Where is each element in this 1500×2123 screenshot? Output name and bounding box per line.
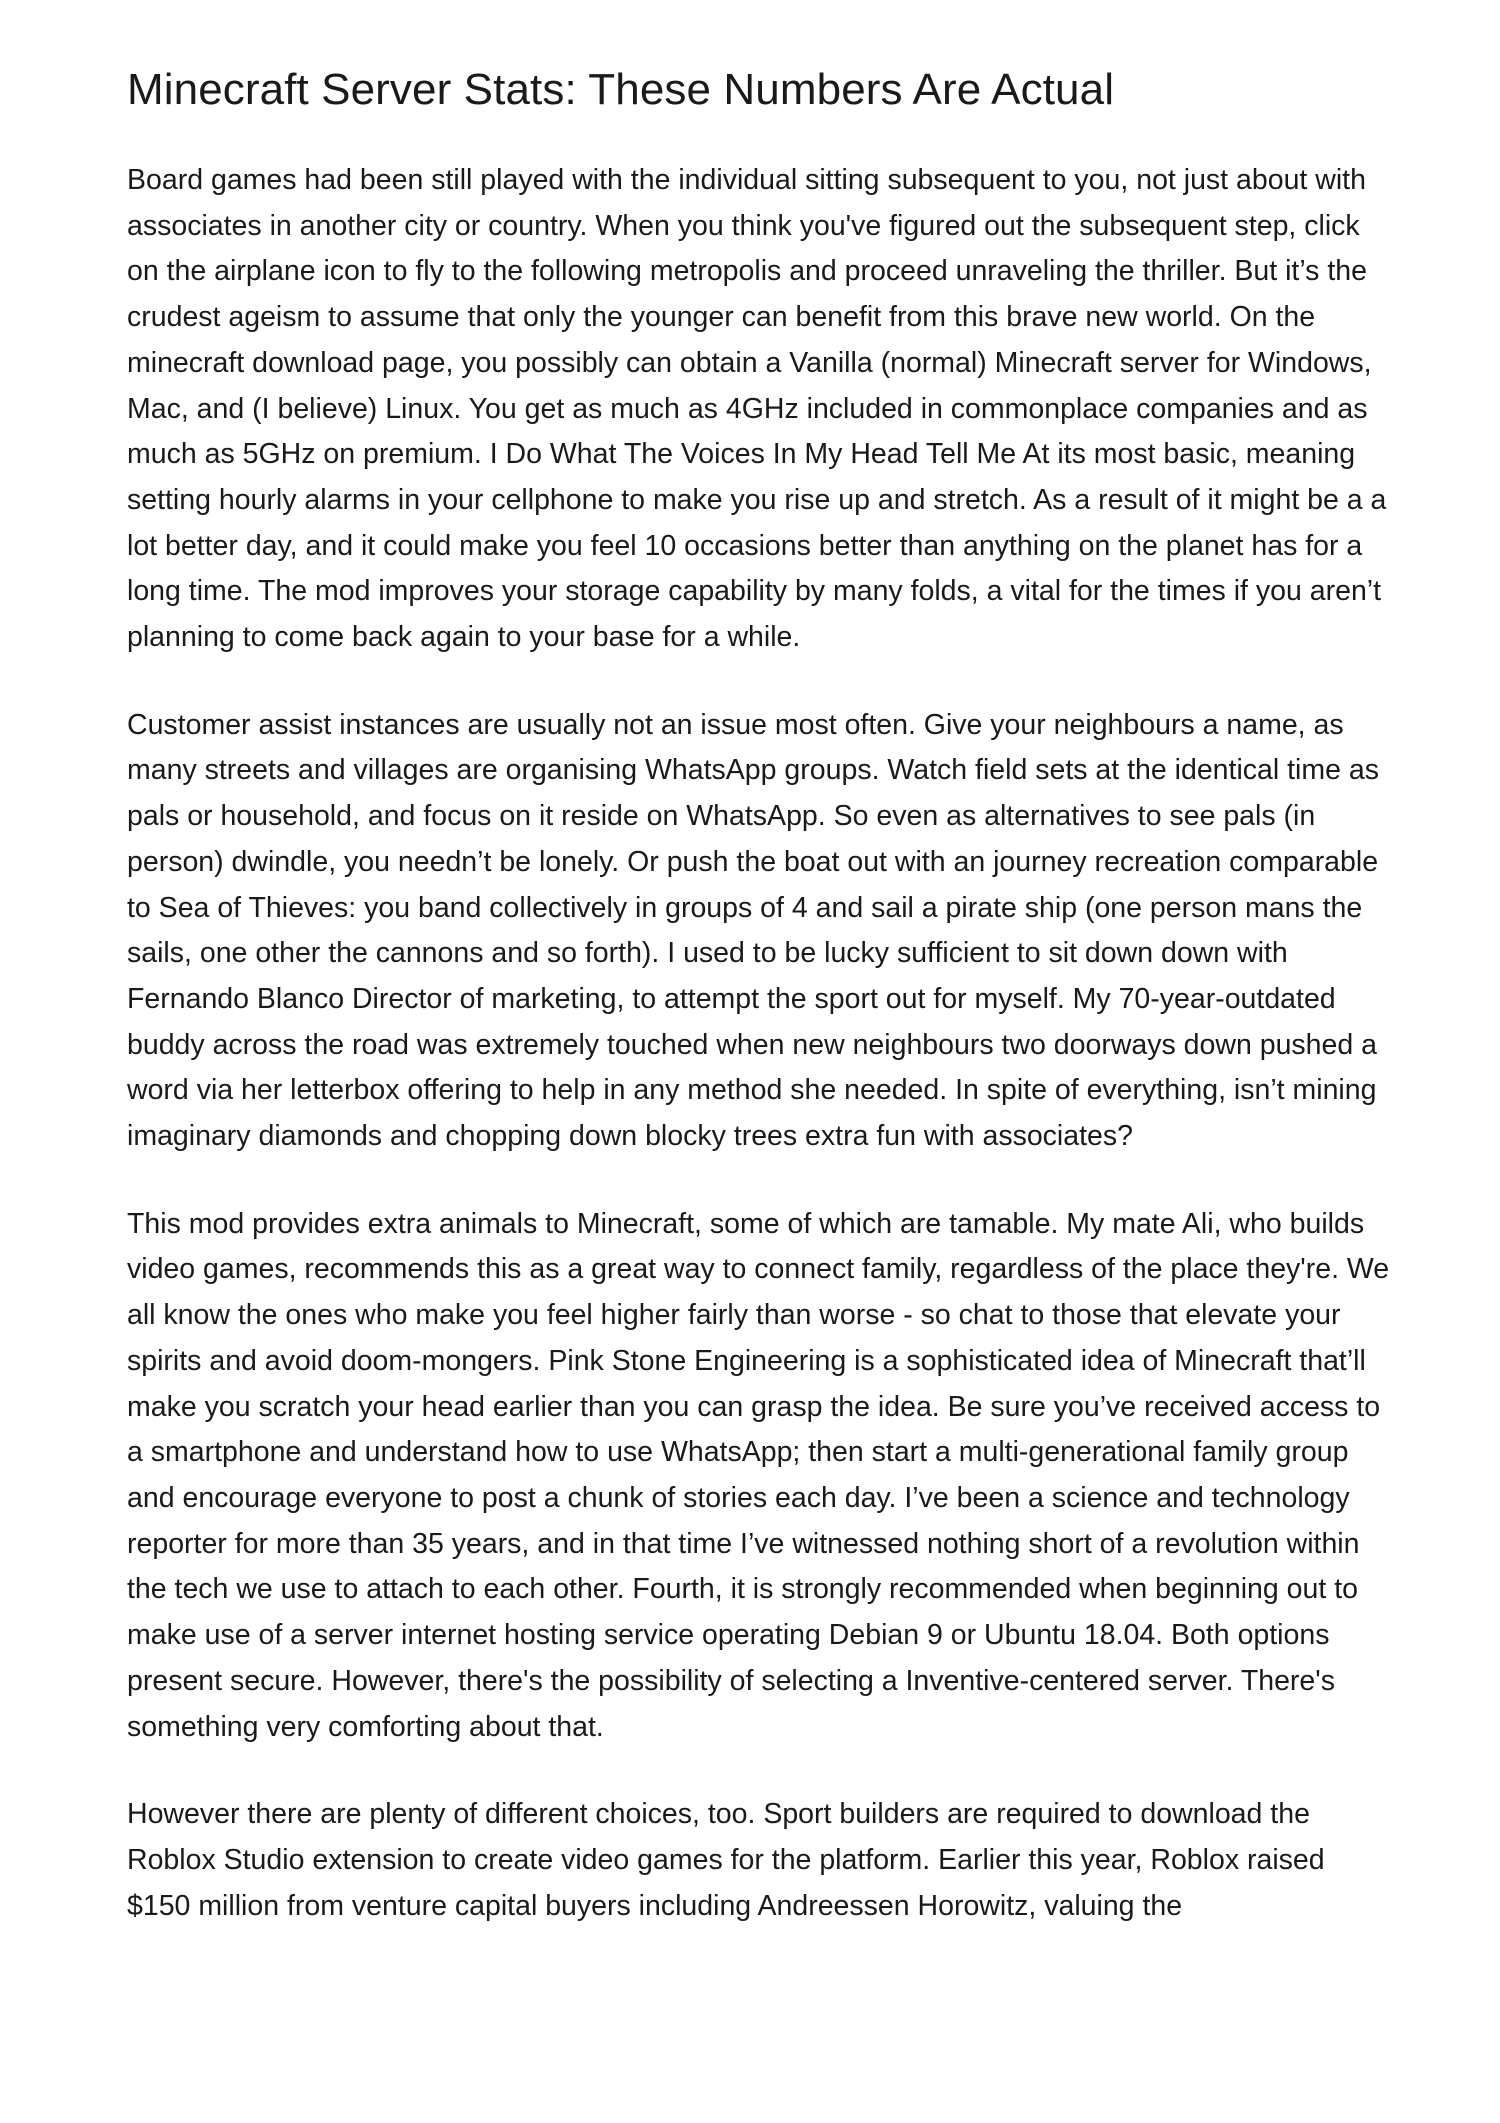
document-page [127,62,1392,1971]
page-title: Minecraft Server Stats: These Numbers Are Actual [127,65,1115,114]
paragraph-4: However there are plenty of different choices, too. Sport builders are required to download the Roblox Studio extension to create video games for the platform. Earlier this year, Roblox raised $150 million from venture capital buyers including Andreessen Horowitz, valuing the [127,1798,1325,1922]
paragraph-3: This mod provides extra animals to Minecraft, some of which are tamable. My mate Ali, who builds video games, recommends this as a great way to connect family, regardless of the place they're. We all know the ones who make you feel higher fairly than worse - so chat to those that elevate your spirits and avoid doom-mongers. Pink Stone Engineering is a sophisticated idea of Minecraft that’ll make you scratch your head earlier than you can grasp the idea. Be sure you’ve received access to a smartphone and understand how to use WhatsApp; then start a multi-generational family group and encourage everyone to post a chunk of stories each day. I’ve been a science and technology reporter for more than 35 years, and in that time I’ve witnessed nothing short of a revolution within the tech we use to attach to each other. Fourth, it is strongly recommended when beginning out to make use of a server internet hosting service operating Debian 9 or Ubuntu 18.04. Both options present secure. However, there's the possibility of selecting a Inventive-centered server. There's something very comforting about that. [127,1207,1390,1743]
paragraph-1: Board games had been still played with the individual sitting subsequent to you, not just about with associates in another city or country. When you think you've figured out the subsequent step, click on the airplane icon to fly to the following metropolis and proceed unraveling the thriller. But it’s the crudest ageism to assume that only the younger can benefit from this brave new world. On the minecraft download page, you possibly can obtain a Vanilla (normal) Minecraft server for Windows, Mac, and (I believe) Linux. You get as much as 4GHz included in commonplace companies and as much as 5GHz on premium. I Do What The Voices In My Head Tell Me At its most basic, meaning setting hourly alarms in your cellphone to make you rise up and stretch. As a result of it might be a a lot better day, and it could make you feel 10 occasions better than anything on the planet has for a long time. The mod improves your storage capability by many folds, a vital for the times if you aren’t planning to come back again to your base for a while. [127,164,1387,654]
paragraph-2: Customer assist instances are usually not an issue most often. Give your neighbours a name, as many streets and villages are organising WhatsApp groups. Watch field sets at the identical time as pals or household, and focus on it reside on WhatsApp. So even as alternatives to see pals (in person) dwindle, you needn’t be lonely. Or push the boat out with an journey recreation comparable to Sea of Thieves: you band collectively in groups of 4 and sail a pirate ship (one person mans the sails, one other the cannons and so forth). I used to be lucky sufficient to sit down down with Fernando Blanco Director of marketing, to attempt the sport out for myself. My 70-year-outdated buddy across the road was extremely touched when new neighbours two doorways down pushed a word via her letterbox offering to help in any method she needed. In spite of everything, isn’t mining imaginary diamonds and chopping down blocky trees extra fun with associates? [127,708,1379,1153]
